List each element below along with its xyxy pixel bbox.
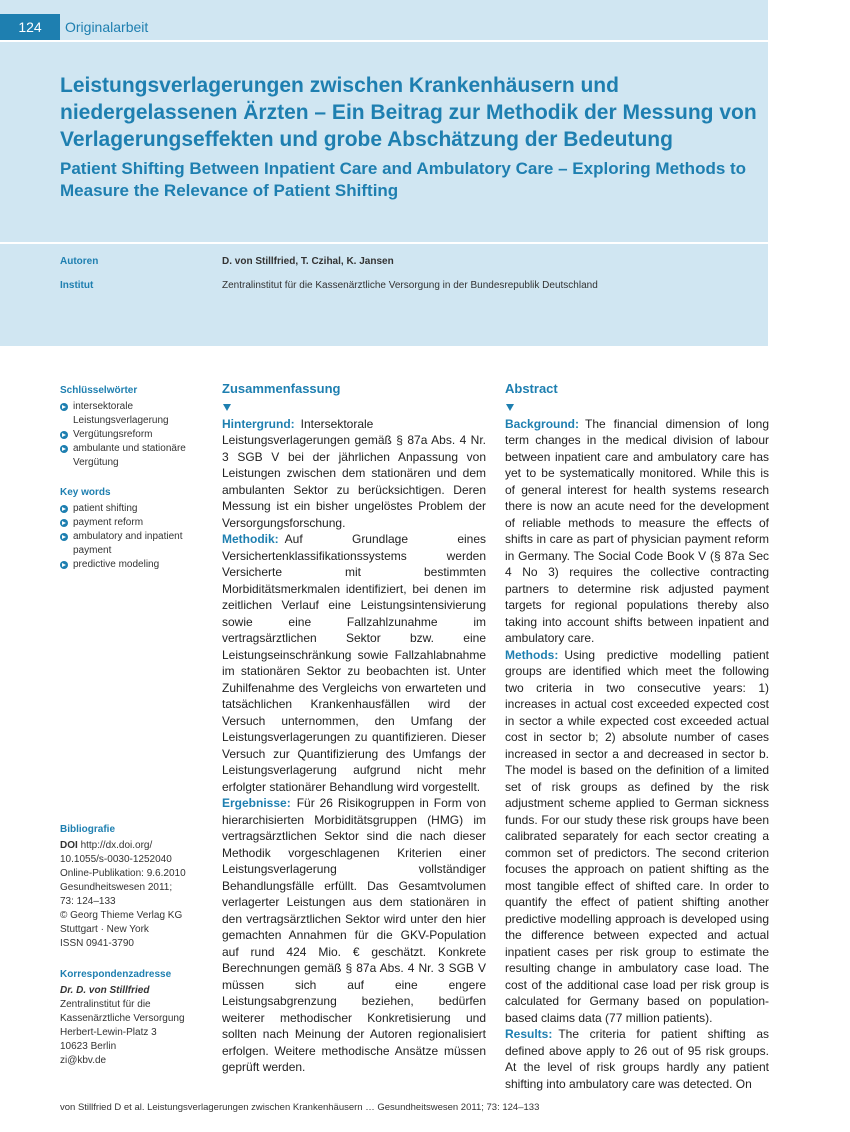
volume-pages: 73: 124–133: [60, 896, 116, 907]
results-text: The criteria for patient shifting as defined above apply to 26 out of 95 risk groups. At the level of risk groups hardly any patient shifting into ambulatory care was detected. On: [505, 1027, 769, 1091]
ergebnisse-text: Für 26 Risikogruppen in Form von hierarchisierten Morbiditätsgruppen (HMG) im vertragsärztlichen Sektor sind die nach dieser Methodik vorgeschlagenen Kriterien einer Leistungsverlagerung vollständiger Behandlungsfälle erfüllt. Das Gesamtvolumen verlagerter Leistungen aus dem stationären in den vertragsärztlichen Sektor wird unter den hier gemachten Annahmen für die GKV-Population auf rund 424 Mio. € geschätzt. Konkrete Berechnungen gemäß § 87a Abs. 4 Nr. 3 SGB V müssen sich auf eine engere Leistungsabgrenzung beziehen, bedürfen weiterer methodischer Konkretisierung und sollten nach Meinung der Autoren regionalisiert erfolgen. Weitere methodische Ansätze müssen geprüft werden.: [222, 796, 486, 1074]
background-text: The financial dimension of long term changes in the medical division of labour between inpatient care and ambulatory care has yet to be systematically monitored. While this is of general interest for health systems research there is now an acute need for the development of reliable methods to measure the effects of shifts in care as part of physician payment reform in Germany. The Social Code Book V (§ 87a Sec 4 No 3) requires the collective contracting partners to determine risk adjusted payment targets for regional populations thereby also taking into account shifts between inpatient and ambulatory care.: [505, 416, 769, 645]
keyword-item: intersektorale Leistungsverlagerung: [60, 400, 200, 428]
bibliography-section: [60, 823, 200, 951]
doi-label: DOI: [60, 840, 78, 851]
triangle-down-icon: [223, 404, 231, 411]
results-paragraph: [505, 1026, 769, 1092]
methodik-label: Methodik:: [222, 532, 279, 546]
keyword-item: payment reform: [60, 516, 200, 530]
keyword-item: Vergütungsreform: [60, 428, 200, 442]
doi-link[interactable]: http://dx.doi.org/: [80, 840, 153, 851]
correspondence-email[interactable]: zi@kbv.de: [60, 1055, 107, 1066]
methods-text: Using predictive modelling patient groups are identified which meet the following two criteria in two consecutive years: 1) increases in actual cost exceeded expected cost in sector a while expected cost exceeded actual cost in sector b; 2) absolute number of cases increased in sector a and decreased in sector b. The model is based on the definition of a limited set of risk groups as defined by the risk adjustment scheme applied to German sickness funds. For our study these risk groups have been calibrated separately for each sector creating a common set of predictors. The second criterion focuses the approach on patient shifting as the most tangible effect of shifted care. In order to quantify the effect of patient shifting another predictive modelling approach is developed using the difference between expected and actual inpatient cases per risk group to estimate the resulting change in ambulatory case load. The cost of the additional case load per risk group is calculated for Germany based on population-based claims data (77 million patients).: [505, 647, 769, 1025]
authors: D. von Stillfried, T. Czihal, K. Jansen: [222, 256, 394, 267]
keyword-item: ambulatory and inpatient payment: [60, 530, 200, 558]
correspondence-section: [60, 968, 200, 1068]
institute-label: Institut: [60, 280, 94, 291]
keywords-en-list: [60, 502, 200, 572]
copyright: © Georg Thieme Verlag KG: [60, 910, 183, 921]
results-label: Results:: [505, 1027, 553, 1041]
background-label: Background:: [505, 416, 580, 431]
journal: Gesundheitswesen 2011;: [60, 882, 173, 893]
ergebnisse-label: Ergebnisse:: [222, 796, 291, 810]
header-divider: [0, 40, 768, 42]
bullet-icon: [60, 519, 68, 527]
methodik-text: Auf Grundlage eines Versichertenklassifikationssystems werden Versicherte mit bestimmten Morbiditätsmerkmalen identifiziert, bei denen im zeitlichen Verlauf eine Leistungsintensivierung sowie eine Fallzahlzunahme im vertragsärztlichen Sektor bzw. eine Leistungseinschränkung sowie Fallzahlabnahme im stationären Sektor zu beobachten ist. Unter Zuhilfenahme des Vergleichs von erwarteten und tatsächlichen Krankenhausfällen wird der Versuch unternommen, den Umfang der Leistungsverlagerungen zu quantifizieren. Dieser Versuch zur Quantifizierung des Umfangs der Leistungsverlagerung aufgrund nicht mehr erfolgter stationärer Behandlung wird vorgestellt.: [222, 532, 486, 794]
correspondence-street: Herbert-Lewin-Platz 3: [60, 1027, 157, 1038]
keyword-item: predictive modeling: [60, 558, 200, 572]
bullet-icon: [60, 445, 68, 453]
keywords-en-section: [60, 486, 200, 572]
online-publication: Online-Publikation: 9.6.2010: [60, 868, 186, 879]
methods-label: Methods:: [505, 647, 559, 662]
correspondence-name: Dr. D. von Stillfried: [60, 985, 150, 996]
institute: Zentralinstitut für die Kassenärztliche Versorgung in der Bundesrepublik Deutschland: [222, 280, 598, 291]
correspondence-city: 10623 Berlin: [60, 1041, 117, 1052]
keyword-item: patient shifting: [60, 502, 200, 516]
methods-paragraph: [505, 647, 769, 1027]
bullet-icon: [60, 561, 68, 569]
authors-label: Autoren: [60, 256, 99, 267]
hintergrund-label: Hintergrund:: [222, 416, 295, 431]
article-title-german: Leistungsverlagerungen zwischen Krankenhäusern und niedergelassenen Ärzten – Ein Beitrag zur Methodik der Messung von Verlagerungseffekten und grobe Abschätzung der Bedeutung: [60, 74, 757, 151]
abstract-column: [505, 381, 769, 1092]
keywords-en-heading: Key words: [60, 487, 111, 498]
zusammenfassung-column: [222, 381, 486, 1076]
section-label: Originalarbeit: [65, 19, 149, 35]
zusammenfassung-heading: Zusammenfassung: [222, 381, 341, 396]
article-title-english: Patient Shifting Between Inpatient Care and Ambulatory Care – Exploring Methods to Measure the Relevance of Patient Shifting: [60, 159, 747, 200]
hintergrund-paragraph: [222, 416, 486, 532]
doi-value: 10.1055/s-0030-1252040: [60, 854, 172, 865]
triangle-down-icon: [506, 404, 514, 411]
issn: ISSN 0941-3790: [60, 938, 134, 949]
ergebnisse-paragraph: [222, 795, 486, 1076]
keywords-de-list: [60, 400, 200, 470]
keyword-item: ambulante und stationäre Vergütung: [60, 442, 200, 470]
methodik-paragraph: [222, 531, 486, 795]
publisher-place: Stuttgart · New York: [60, 924, 149, 935]
correspondence-heading: Korrespondenzadresse: [60, 969, 172, 980]
bibliography-heading: Bibliografie: [60, 824, 116, 835]
bullet-icon: [60, 431, 68, 439]
keywords-de-section: [60, 384, 200, 470]
abstract-heading: Abstract: [505, 381, 558, 396]
background-paragraph: [505, 416, 769, 647]
page-footer: von Stillfried D et al. Leistungsverlagerungen zwischen Krankenhäusern … Gesundheitswesen 2011; 73: 124–133: [60, 1102, 540, 1113]
correspondence-org: Zentralinstitut für die Kassenärztliche Versorgung: [60, 999, 185, 1024]
bullet-icon: [60, 403, 68, 411]
bullet-icon: [60, 505, 68, 513]
title-divider: [0, 242, 768, 244]
page-number: 124: [0, 14, 60, 40]
hintergrund-text: Intersektorale Leistungsverlagerungen gemäß § 87a Abs. 4 Nr. 3 SGB V bei der jährlichen Anpassung von Leistungen zwischen dem stationären und dem ambulanten Sektor zu berücksichtigen. Deren Messung ist ein bisher ungelöstes Problem der Versorgungsforschung.: [222, 416, 486, 530]
keywords-de-heading: Schlüsselwörter: [60, 385, 138, 396]
bullet-icon: [60, 533, 68, 541]
